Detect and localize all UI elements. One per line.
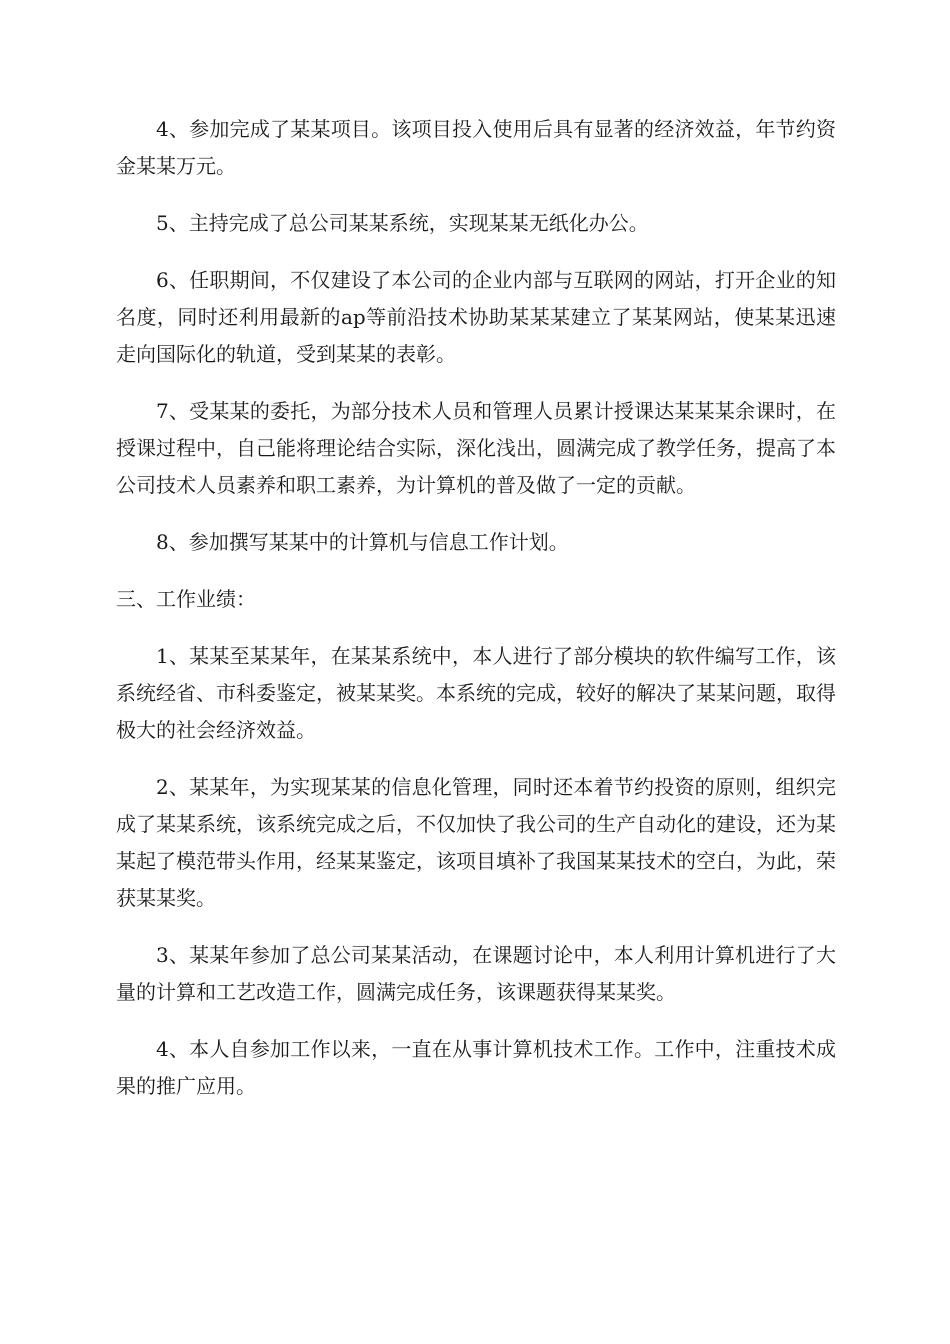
document-body xyxy=(116,111,836,1125)
section-heading: 三、工作业绩： xyxy=(116,587,256,611)
achievement-item-1: 1、某某至某某年，在某某系统中，本人进行了部分模块的软件编写工作，该系统经省、市科委鉴定，被某某奖。本系统的完成，较好的解决了某某问题，取得极大的社会经济效益。 xyxy=(116,644,836,742)
paragraph-item-5: 5、主持完成了总公司某某系统，实现某某无纸化办公。 xyxy=(156,211,649,235)
achievement-item-2: 2、某某年，为实现某某的信息化管理，同时还本着节约投资的原则，组织完成了某某系统，该系统完成之后，不仅加快了我公司的生产自动化的建设，还为某某起了模范带头作用，经某某鉴定，该项目填补了我国某某技术的空白，为此，荣获某某奖。 xyxy=(116,775,836,910)
achievement-item-4: 4、本人自参加工作以来，一直在从事计算机技术工作。工作中，注重技术成果的推广应用。 xyxy=(116,1037,836,1098)
paragraph-item-4: 4、参加完成了某某项目。该项目投入使用后具有显著的经济效益，年节约资金某某万元。 xyxy=(116,117,836,178)
paragraph-item-7: 7、受某某的委托，为部分技术人员和管理人员累计授课达某某某余课时，在授课过程中，自己能将理论结合实际，深化浅出，圆满完成了教学任务，提高了本公司技术人员素养和职工素养，为计算机的普及做了一定的贡献。 xyxy=(116,399,836,497)
paragraph-item-6: 6、任职期间，不仅建设了本公司的企业内部与互联网的网站，打开企业的知名度，同时还利用最新的ap等前沿技术协助某某某建立了某某网站，使某某迅速走向国际化的轨道，受到某某的表彰。 xyxy=(116,268,836,366)
achievement-item-3: 3、某某年参加了总公司某某活动，在课题讨论中，本人利用计算机进行了大量的计算和工艺改造工作，圆满完成任务，该课题获得某某奖。 xyxy=(116,943,836,1004)
paragraph-item-8: 8、参加撰写某某中的计算机与信息工作计划。 xyxy=(156,530,569,554)
